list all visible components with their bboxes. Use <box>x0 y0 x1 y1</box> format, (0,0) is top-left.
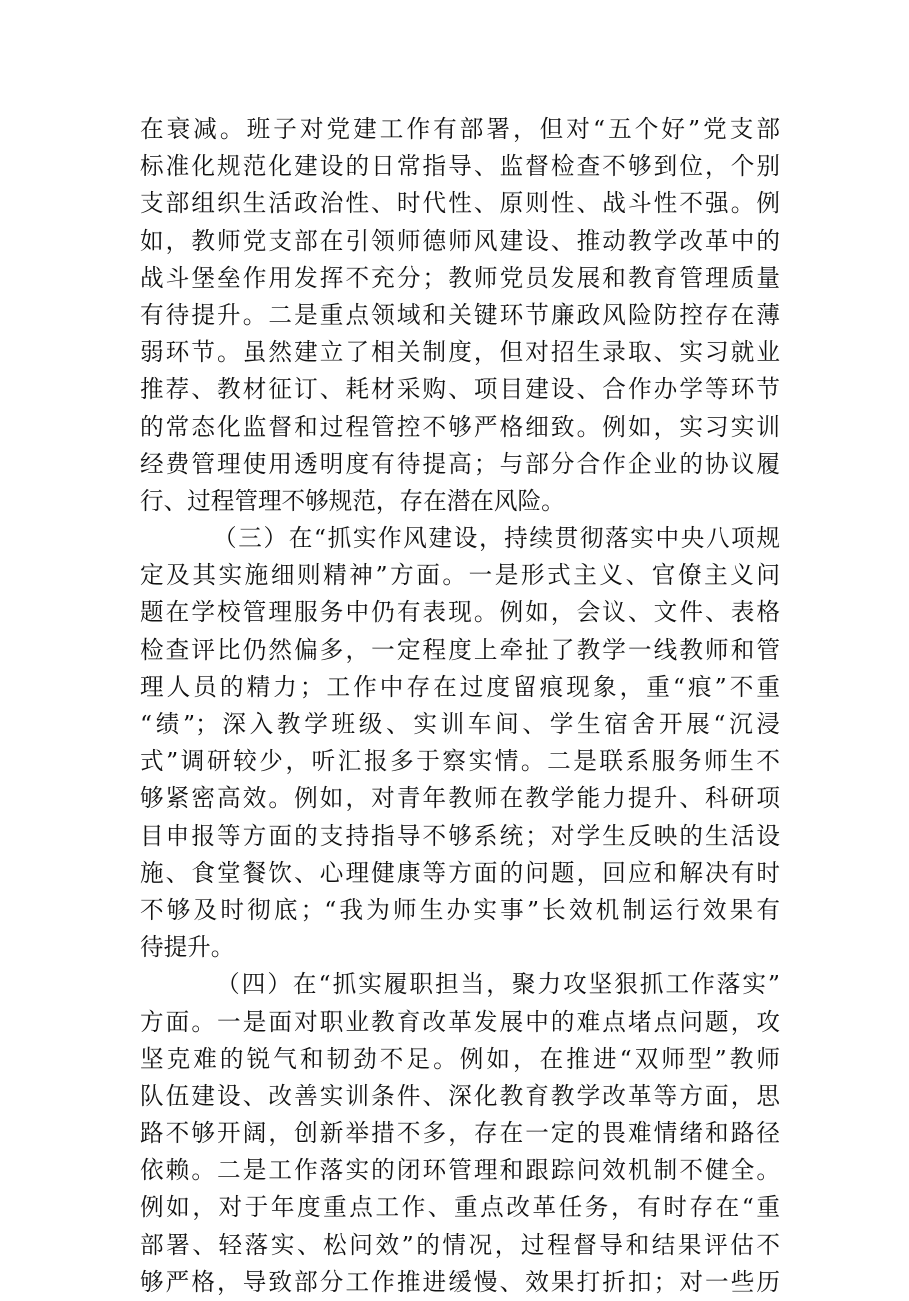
body-text <box>140 111 780 1301</box>
text-line: “绩”；深入教学班级、实训车间、学生宿舍开展“沉浸 <box>140 710 780 738</box>
section-heading-line: （四）在“抓实履职担当，聚力攻坚狠抓工作落实” <box>140 970 780 999</box>
text-line: 弱环节。虽然建立了相关制度，但对招生录取、实习就业 <box>140 338 780 367</box>
text-line: 行、过程管理不够规范，存在潜在风险。 <box>140 486 565 515</box>
text-line: 够紧密高效。例如，对青年教师在教学能力提升、科研项 <box>140 784 780 813</box>
text-line: 标准化规范化建设的日常指导、监督检查不够到位，个别 <box>140 152 780 181</box>
text-line: 战斗堡垒作用发挥不充分；教师党员发展和教育管理质量 <box>140 263 780 292</box>
text-line: 如，教师党支部在引领师德师风建设、推动教学改革中的 <box>140 226 780 255</box>
text-line: 支部组织生活政治性、时代性、原则性、战斗性不强。例 <box>140 189 780 218</box>
text-line: 待提升。 <box>140 933 235 962</box>
text-line: 不够及时彻底；“我为师生办实事”长效机制运行效果有 <box>140 895 780 924</box>
text-line: 够严格，导致部分工作推进缓慢、效果打折扣；对一些历 <box>140 1267 780 1296</box>
text-line: 方面。一是面对职业教育改革发展中的难点堵点问题，攻 <box>140 1007 780 1036</box>
text-line: 路不够开阔，创新举措不多，存在一定的畏难情绪和路径 <box>140 1119 780 1148</box>
text-line: 检查评比仍然偏多，一定程度上牵扯了教学一线教师和管 <box>140 635 780 664</box>
text-line: 依赖。二是工作落实的闭环管理和跟踪问效机制不健全。 <box>140 1156 780 1185</box>
text-line: 题在学校管理服务中仍有表现。例如，会议、文件、表格 <box>140 598 780 627</box>
text-line: 坚克难的锐气和韧劲不足。例如，在推进“双师型”教师 <box>140 1044 780 1073</box>
text-line: 理人员的精力；工作中存在过度留痕现象，重“痕”不重 <box>140 672 780 701</box>
text-line: 推荐、教材征订、耗材采购、项目建设、合作办学等环节 <box>140 375 780 404</box>
text-line: 在衰减。班子对党建工作有部署，但对“五个好”党支部 <box>140 115 780 143</box>
text-line: 目申报等方面的支持指导不够系统；对学生反映的生活设 <box>140 821 780 850</box>
section-heading-line: （三）在“抓实作风建设，持续贯彻落实中央八项规 <box>140 524 780 553</box>
text-line: 的常态化监督和过程管控不够严格细致。例如，实习实训 <box>140 412 780 441</box>
text-line: 定及其实施细则精神”方面。一是形式主义、官僚主义问 <box>140 561 780 590</box>
text-line: 式”调研较少，听汇报多于察实情。二是联系服务师生不 <box>140 747 780 776</box>
text-line: 施、食堂餐饮、心理健康等方面的问题，回应和解决有时 <box>140 858 780 887</box>
text-line: 部署、轻落实、松问效”的情况，过程督导和结果评估不 <box>140 1230 780 1259</box>
text-line: 有待提升。二是重点领域和关键环节廉政风险防控存在薄 <box>140 300 780 329</box>
text-line: 队伍建设、改善实训条件、深化教育教学改革等方面，思 <box>140 1081 780 1110</box>
text-line: 经费管理使用透明度有待提高；与部分合作企业的协议履 <box>140 449 780 478</box>
text-line: 例如，对于年度重点工作、重点改革任务，有时存在“重 <box>140 1193 780 1222</box>
